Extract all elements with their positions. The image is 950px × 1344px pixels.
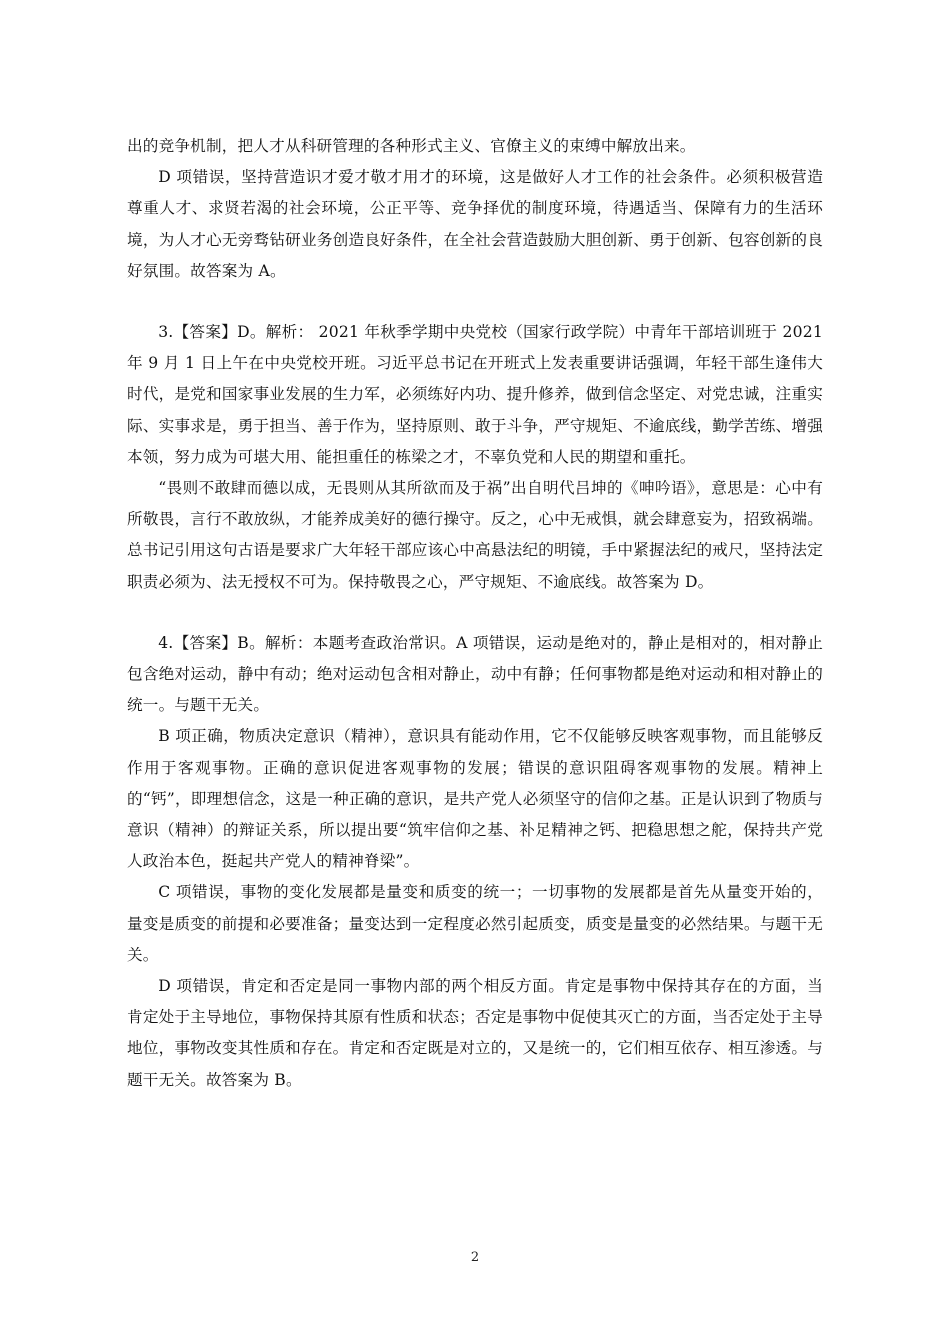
page-number: 2 (470, 1250, 480, 1265)
section-gap (127, 287, 823, 317)
paragraph-question-4-answer: 4.【答案】B。解析：本题考查政治常识。A 项错误，运动是绝对的，静止是相对的，相对静止包含绝对运动，静中有动；绝对运动包含相对静止，动中有静；任何事物都是绝对运动和相对静止的统一。与题干无关。 (127, 633, 823, 715)
paragraph-question-3-answer: 3.【答案】D。解析： 2021 年秋季学期中央党校（国家行政学院）中青年干部培训班于 2021 年 9 月 1 日上午在中央党校开班。习近平总书记在开班式上发表重要讲话强调，年轻干部生逢伟大时代，是党和国家事业发展的生力军，必须练好内功、提升修养，做到信念坚定、对党忠诚，注重实际、实事求是，勇于担当、善于作为，坚持原则、敢于斗争，严守规矩、不逾底线，勤学苦练、增强本领，努力成为可堪大用、能担重任的栋梁之才，不辜负党和人民的期望和重托。 (127, 323, 823, 466)
paragraph-option-c-q4: C 项错误，事物的变化发展都是量变和质变的统一；一切事物的发展都是首先从量变开始的，量变是质变的前提和必要准备；量变达到一定程度必然引起质变，质变是量变的必然结果。与题干无关。 (127, 883, 823, 964)
paragraph-option-d-q4: D 项错误，肯定和否定是同一事物内部的两个相反方面。肯定是事物中保持其存在的方面，当肯定处于主导地位，事物保持其原有性质和状态；否定是事物中促使其灭亡的方面，当否定处于主导地位，事物改变其性质和存在。肯定和否定既是对立的，又是统一的，它们相互依存、相互渗透。与题干无关。故答案为 B。 (127, 977, 823, 1089)
paragraph-question-3-quote: “畏则不敢肆而德以成，无畏则从其所欲而及于祸”出自明代吕坤的《呻吟语》，意思是：心中有所敬畏，言行不敢放纵，才能养成美好的德行操守。反之，心中无戒惧，就会肆意妄为，招致祸端。总书记引用这句古语是要求广大年轻干部应该心中高悬法纪的明镜，手中紧握法纪的戒尺，坚持法定职责必须为、法无授权不可为。保持敬畏之心，严守规矩、不逾底线。故答案为 D。 (127, 479, 823, 591)
paragraph-option-b-q4: B 项正确，物质决定意识（精神），意识具有能动作用，它不仅能够反映客观事物，而且能够反作用于客观事物。正确的意识促进客观事物的发展；错误的意识阻碍客观事物的发展。精神上的“钙”，即理想信念，这是一种正确的意识，是共产党人必须坚守的信仰之基。正是认识到了物质与意识（精神）的辩证关系，所以提出要“筑牢信仰之基、补足精神之钙、把稳思想之舵，保持共产党人政治本色，挺起共产党人的精神脊梁”。 (127, 727, 823, 871)
paragraph-option-d-q2: D 项错误，坚持营造识才爱才敬才用才的环境，这是做好人才工作的社会条件。必须积极营造尊重人才、求贤若渴的社会环境，公正平等、竞争择优的制度环境，待遇适当、保障有力的生活环境，为人才心无旁骛钻研业务创造良好条件，在全社会营造鼓励大胆创新、勇于创新、包容创新的良好氛围。故答案为 A。 (127, 168, 823, 280)
answer-explanations (127, 131, 823, 1096)
section-gap (127, 598, 823, 628)
paragraph-continuation: 出的竞争机制，把人才从科研管理的各种形式主义、官僚主义的束缚中解放出来。 (127, 137, 696, 155)
